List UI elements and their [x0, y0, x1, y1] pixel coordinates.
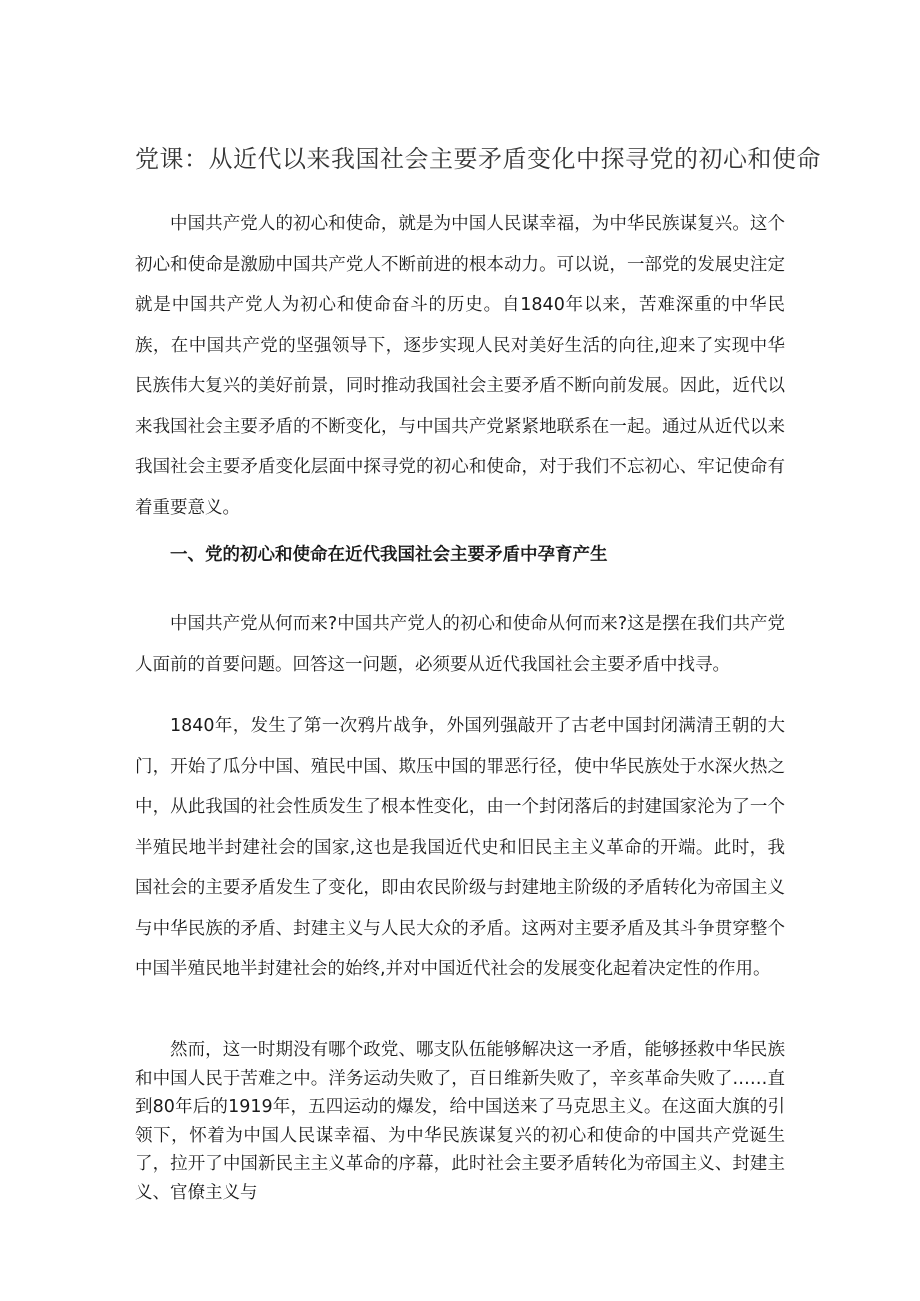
body-paragraph-1840: 1840年，发生了第一次鸦片战争，外国列强敲开了古老中国封闭满清王朝的大门，开始了瓜分中国、殖民中国、欺压中国的罪恶行径，使中华民族处于水深火热之中，从此我国的社会性质发生了根本性变化，由一个封闭落后的封建国家沦为了一个半殖民地半封建社会的国家,这也是我国近代史和旧民主主义革命的开端。此时，我国社会的主要矛盾发生了变化，即由农民阶级与封建地主阶级的矛盾转化为帝国主义与中华民族的矛盾、封建主义与人民大众的矛盾。这两对主要矛盾及其斗争贯穿整个中国半殖民地半封建社会的始终,并对中国近代社会的发展变化起着决定性的作用。	[135, 716, 785, 979]
body-paragraph-may-fourth: 然而，这一时期没有哪个政党、哪支队伍能够解决这一矛盾，能够拯救中华民族和中国人民于苦难之中。洋务运动失败了，百日维新失败了，辛亥革命失败了……直到80年后的1919年，五四运动的爆发，给中国送来了马克思主义。在这面大旗的引领下，怀着为中国人民谋幸福、为中华民族谋复兴的初心和使命的中国共产党诞生了，拉开了中国新民主主义革命的序幕，此时社会主要矛盾转化为帝国主义、封建主义、官僚主义与	[135, 1040, 785, 1203]
section-heading: 一、党的初心和使命在近代我国社会主要矛盾中孕育产生	[170, 545, 608, 565]
intro-paragraph: 中国共产党人的初心和使命，就是为中国人民谋幸福，为中华民族谋复兴。这个初心和使命是激励中国共产党人不断前进的根本动力。可以说，一部党的发展史注定就是中国共产党人为初心和使命奋斗的历史。自1840年以来，苦难深重的中华民族，在中国共产党的坚强领导下，逐步实现人民对美好生活的向往,迎来了实现中华民族伟大复兴的美好前景，同时推动我国社会主要矛盾不断向前发展。因此，近代以来我国社会主要矛盾的不断变化，与中国共产党紧紧地联系在一起。通过从近代以来我国社会主要矛盾变化层面中探寻党的初心和使命，对于我们不忘初心、牢记使命有着重要意义。	[135, 214, 785, 518]
document-title: 党课：从近代以来我国社会主要矛盾变化中探寻党的初心和使命	[135, 145, 821, 173]
body-paragraph-origin-question: 中国共产党从何而来?中国共产党人的初心和使命从何而来?这是摆在我们共产党人面前的首要问题。回答这一问题，必须要从近代我国社会主要矛盾中找寻。	[135, 614, 785, 675]
